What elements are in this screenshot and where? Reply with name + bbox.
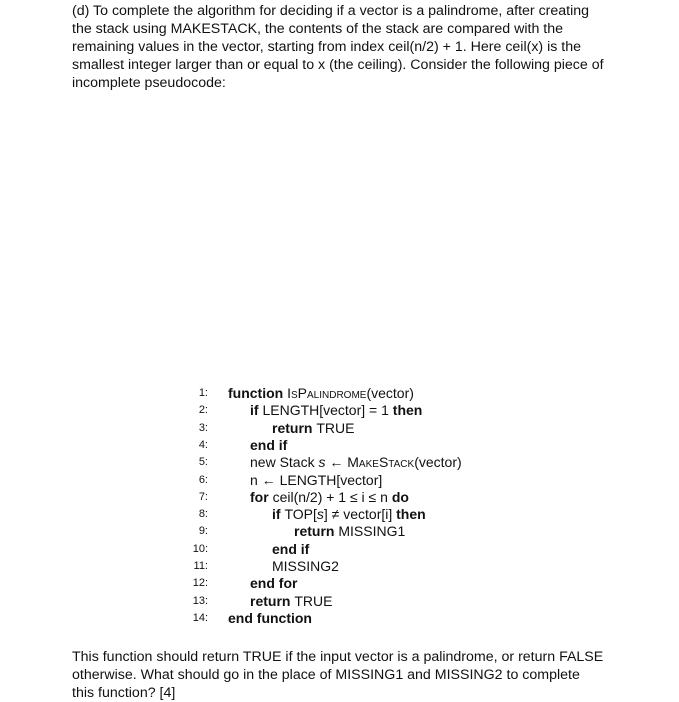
code-text: new Stack — [250, 454, 319, 471]
keyword: if — [250, 402, 263, 419]
code-text: n ← LENGTH[vector] — [250, 471, 383, 488]
code-text: MISSING2 — [272, 558, 339, 574]
line-number: 10: — [192, 542, 208, 555]
code-line — [186, 506, 526, 523]
code-text: ceil(n/2) + 1 ≤ i ≤ n — [272, 488, 392, 505]
function-name: MakeStack — [347, 454, 415, 471]
code-line — [186, 541, 526, 558]
intro-line: the stack using MAKESTACK, the contents of the stack are compared with the — [72, 21, 564, 37]
keyword: end function — [228, 609, 312, 626]
code-text: MISSING1 — [338, 523, 406, 540]
outro-line: otherwise. What should go in the place of MISSING1 and MISSING2 to complete — [72, 667, 580, 683]
code-text: TOP[ — [284, 506, 317, 523]
line-number: 2: — [198, 404, 208, 417]
code-line — [186, 593, 526, 610]
code-line — [186, 420, 526, 437]
keyword: end if — [250, 436, 288, 453]
code-text: (vector) — [366, 385, 414, 401]
code-line — [186, 489, 526, 506]
code-text: TRUE — [316, 419, 355, 436]
line-number: 1: — [198, 387, 208, 399]
line-number: 3: — [198, 421, 208, 434]
code-text: (vector) — [414, 454, 462, 471]
line-number: 12: — [192, 577, 208, 590]
code-text: ← — [325, 454, 348, 471]
code-line — [186, 575, 526, 592]
code-text: ] ≠ vector[i] — [323, 506, 397, 523]
function-name: IsPalindrome — [287, 385, 367, 401]
outro-line: This function should return TRUE if the input vector is a palindrome, or return FALSE — [72, 649, 604, 665]
code-text: LENGTH[vector] = 1 — [262, 402, 393, 419]
code-line — [186, 610, 526, 627]
keyword: return — [294, 523, 339, 540]
question-outro-paragraph — [72, 648, 603, 702]
code-text: TRUE — [294, 592, 333, 609]
keyword: do — [391, 488, 409, 505]
question-intro-paragraph — [72, 2, 604, 92]
intro-line: remaining values in the vector, starting from index ceil(n/2) + 1. Here ceil(x) is the — [72, 39, 581, 55]
variable: s — [318, 454, 326, 471]
line-number: 6: — [198, 473, 208, 486]
variable: s — [316, 506, 324, 523]
line-number: 11: — [193, 560, 208, 572]
keyword: if — [272, 506, 285, 523]
keyword: function — [228, 385, 288, 401]
code-line — [186, 454, 526, 471]
keyword: for — [250, 488, 273, 505]
intro-line: (d) To complete the algorithm for deciding if a vector is a palindrome, after creating — [72, 3, 590, 19]
line-number: 9: — [198, 525, 208, 538]
keyword: then — [396, 506, 426, 523]
code-line — [186, 437, 526, 454]
line-number: 7: — [198, 490, 208, 503]
intro-line: smallest integer larger than or equal to x (the ceiling). Consider the following piece of — [72, 57, 604, 73]
intro-line: incomplete pseudocode: — [72, 75, 226, 91]
line-number: 8: — [198, 508, 208, 521]
keyword: return — [272, 419, 317, 436]
keyword: end if — [272, 540, 310, 557]
keyword: end for — [250, 575, 298, 592]
line-number: 4: — [198, 438, 208, 451]
outro-line: this function? [4] — [72, 685, 176, 701]
line-number: 13: — [192, 594, 208, 607]
code-line — [186, 472, 526, 489]
keyword: return — [250, 592, 295, 609]
code-line — [186, 402, 526, 419]
line-number: 5: — [198, 456, 208, 469]
keyword: then — [392, 402, 423, 419]
code-line — [186, 558, 526, 575]
code-line — [186, 523, 526, 540]
line-number: 14: — [192, 611, 208, 624]
code-line — [186, 385, 526, 402]
